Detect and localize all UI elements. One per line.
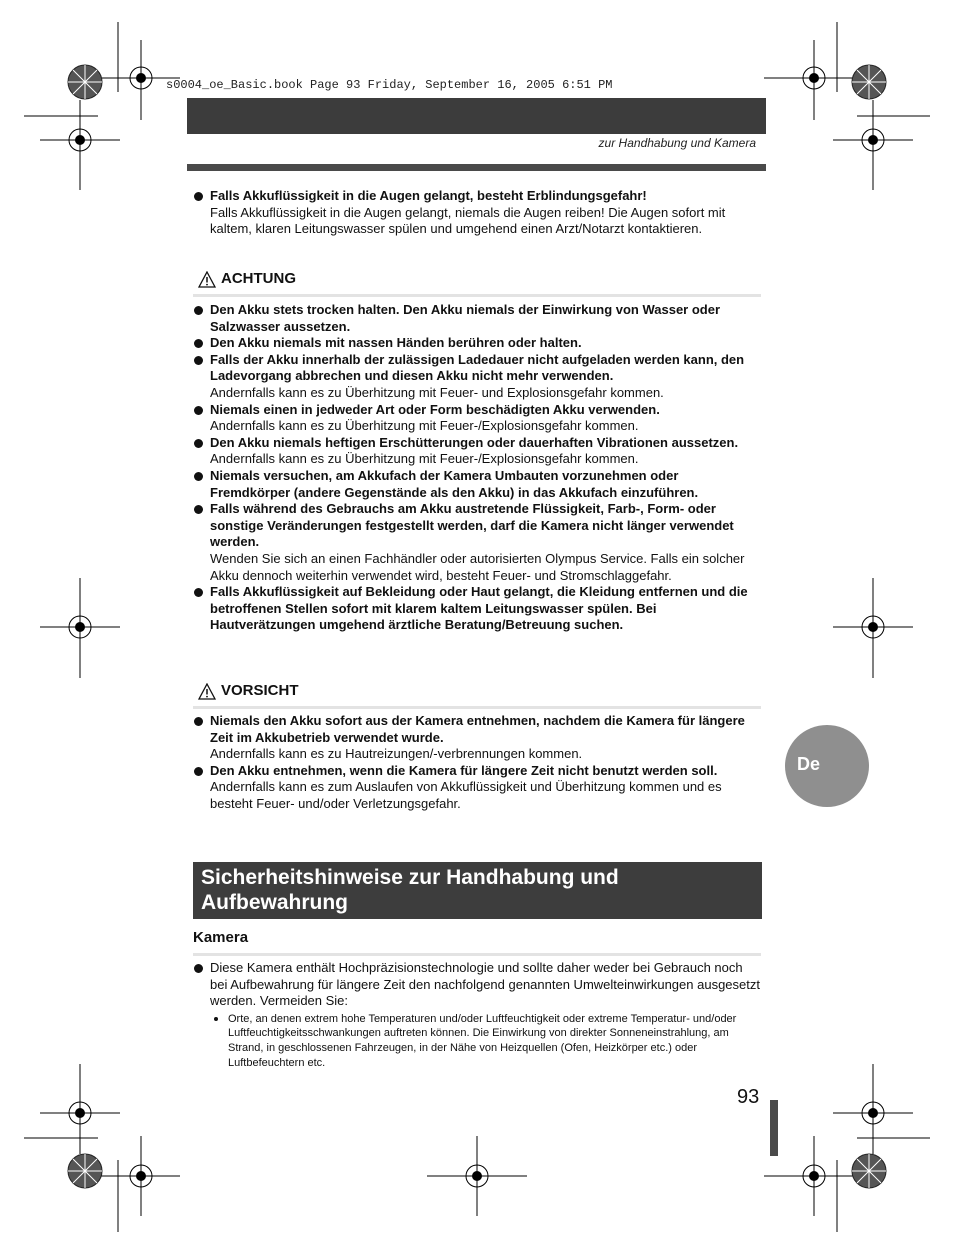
bullet-icon xyxy=(194,472,203,481)
warning-triangle-icon xyxy=(198,271,216,288)
item-warning: Falls Akkuflüssigkeit auf Bekleidung oder Haut gelangt, die Kleidung entfernen und die betroffenen Stellen sofort mit klarem kaltem Leitungswasser spülen. Bei Hautverätzungen umgehend ärztliche Beratung/Betreuung suchen. xyxy=(210,584,748,633)
intro-block xyxy=(193,188,761,238)
bullet-icon xyxy=(194,588,203,597)
sub-list-item xyxy=(210,1012,761,1070)
header-rule xyxy=(187,164,766,171)
list-item xyxy=(193,713,761,763)
list-item xyxy=(193,352,761,402)
list-item xyxy=(193,402,761,435)
vorsicht-heading xyxy=(193,682,761,709)
list-item xyxy=(193,501,761,584)
item-warning: Falls Akkuflüssigkeit in die Augen gelangt, besteht Erblindungsgefahr! xyxy=(210,188,647,203)
vorsicht-list xyxy=(193,713,761,813)
item-warning: Den Akku stets trocken halten. Den Akku niemals der Einwirkung von Wasser oder Salzwasser aussetzen. xyxy=(210,302,721,334)
item-warning: Niemals den Akku sofort aus der Kamera entnehmen, nachdem die Kamera für längere Zeit im Akkubetrieb verwendet wurde. xyxy=(210,713,745,745)
item-warning: Falls der Akku innerhalb der zulässigen Ladedauer nicht aufgeladen werden kann, den Ladevorgang abbrechen und diesen Akku nicht mehr verwenden. xyxy=(210,351,745,384)
bullet-icon xyxy=(194,306,203,315)
list-item xyxy=(193,468,761,501)
item-note: Andernfalls kann es zu Überhitzung mit Feuer- und Explosionsgefahr kommen. xyxy=(210,384,664,400)
page-number: 93 xyxy=(737,1086,760,1108)
kamera-heading xyxy=(193,929,761,956)
list-item xyxy=(193,960,761,1070)
item-note: Andernfalls kann es zu Überhitzung mit Feuer-/Explosionsgefahr kommen. xyxy=(210,451,639,467)
bullet-icon xyxy=(194,439,203,448)
list-item xyxy=(193,302,761,335)
item-text: Diese Kamera enthält Hochpräzisionstechnologie und sollte daher weder bei Gebrauch noch bei Aufbewahrung für längere Zeit den nachfolgend genannten Umwelteinwirkungen ausgesetzt werden. Vermeiden Sie: xyxy=(210,960,760,1009)
kamera-list xyxy=(193,960,761,1070)
list-item xyxy=(193,435,761,468)
bullet-icon xyxy=(194,339,203,348)
bullet-icon xyxy=(194,964,203,973)
item-note: Andernfalls kann es zum Auslaufen von Akkuflüssigkeit und Überhitzung kommen und es besteht Feuer- und/oder Verletzungsgefahr. xyxy=(210,779,722,811)
bullet-icon xyxy=(194,192,203,201)
sub-item-text: Orte, an denen extrem hohe Temperaturen und/oder Luftfeuchtigkeit oder extreme Temperatur- und/oder Luftfeuchtigkeitsschwankungen auftreten können. Die Einwirkung von direkter Sonneneinstrahlung, am Strand, in geschlossenen Fahrzeugen, in der Nähe von Heizquellen (Ofen, Heizkörper etc.) oder Luftbefeuchtern etc. xyxy=(228,1012,737,1069)
running-head: zur Handhabung und Kamera xyxy=(598,136,756,150)
achtung-heading xyxy=(193,270,761,297)
list-item xyxy=(193,584,761,634)
list-item xyxy=(193,763,761,813)
bullet-icon xyxy=(194,356,203,365)
item-warning: Den Akku niemals heftigen Erschütterungen oder dauerhaften Vibrationen aussetzen. xyxy=(210,434,739,450)
page-edge-bar xyxy=(770,1100,778,1156)
language-tab-label: De xyxy=(797,754,821,774)
bullet-icon xyxy=(194,505,203,514)
list-item xyxy=(193,188,761,238)
vorsicht-label: VORSICHT xyxy=(221,682,299,699)
section-title: Sicherheitshinweise zur Handhabung und Aufbewahrung xyxy=(193,862,762,919)
achtung-label: ACHTUNG xyxy=(221,270,296,287)
item-warning: Den Akku niemals mit nassen Händen berühren oder halten. xyxy=(210,335,582,351)
item-warning: Niemals versuchen, am Akkufach der Kamera Umbauten vorzunehmen oder Fremdkörper (andere Gegenstände als den Akku) in das Akkufach einzuführen. xyxy=(210,467,699,500)
item-warning: Den Akku entnehmen, wenn die Kamera für längere Zeit nicht benutzt werden soll. xyxy=(210,762,718,778)
item-note: Falls Akkuflüssigkeit in die Augen gelangt, niemals die Augen reiben! Die Augen sofort mit kaltem, klaren Leitungswasser spülen und umgehend einen Arzt/Notarzt kontaktieren. xyxy=(210,204,726,237)
item-note: Wenden Sie sich an einen Fachhändler oder autorisierten Olympus Service. Falls ein solcher Akku dennoch weiterhin verwendet wird, besteht Feuer- und Stromschlaggefahr. xyxy=(210,550,745,583)
bullet-icon xyxy=(194,717,203,726)
sub-bullet-icon xyxy=(214,1017,218,1021)
item-note: Andernfalls kann es zu Überhitzung mit Feuer-/Explosionsgefahr kommen. xyxy=(210,418,639,434)
item-warning: Falls während des Gebrauchs am Akku austretende Flüssigkeit, Farb-, Form- oder sonstige Veränderungen festgestellt werden, darf die Kamera nicht länger verwendet werden. xyxy=(210,501,734,550)
achtung-list xyxy=(193,302,761,634)
bullet-icon xyxy=(194,406,203,415)
item-warning: Niemals einen in jedweder Art oder Form beschädigten Akku verwenden. xyxy=(210,401,660,417)
warning-triangle-icon xyxy=(198,683,216,700)
kamera-label: Kamera xyxy=(193,929,249,946)
list-item xyxy=(193,335,761,352)
header-bar xyxy=(187,98,766,134)
book-print-line: s0004_oe_Basic.book Page 93 Friday, September 16, 2005 6:51 PM xyxy=(166,78,613,92)
bullet-icon xyxy=(194,767,203,776)
item-note: Andernfalls kann es zu Hautreizungen/-verbrennungen kommen. xyxy=(210,746,583,762)
language-tab xyxy=(785,725,869,807)
